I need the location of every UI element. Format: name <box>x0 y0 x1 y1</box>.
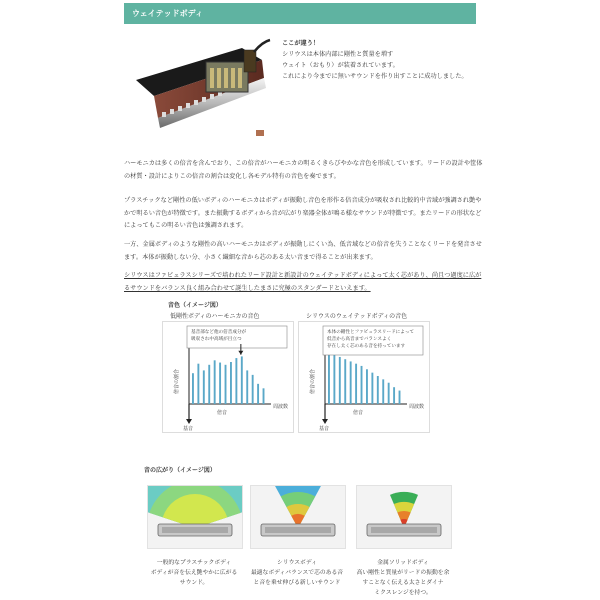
chart-title-right: シリウスのウェイテッドボディの音色 <box>306 313 408 320</box>
x-axis-label: 周波数 <box>409 404 425 410</box>
spread-image-metal <box>356 485 452 549</box>
note-line: これにより今までに無いサウンドを作り出すことに成功しました。 <box>282 73 468 80</box>
chart-title-left: 低剛性ボディのハーモニカの音色 <box>170 313 260 320</box>
bar <box>355 364 357 404</box>
spread-image-plastic <box>147 485 243 549</box>
bar <box>214 360 216 404</box>
body-paragraph-emphasis: シリウスはファビュラスシリーズで培われたリード設計と新設計のウェイテッドボディによって太く芯があり、尚且つ過度に広がるサウンドをバランス良く組み合わせて誕生したまさに究極のスタンダードといえます。 <box>124 272 482 292</box>
bar <box>350 361 352 404</box>
caption-line: ボディが音を伝え艶やかに広がる <box>150 570 238 576</box>
harmonica-comb <box>265 527 331 533</box>
spread-caption-metal <box>343 558 463 598</box>
overtone-label: 倍音 <box>217 410 228 416</box>
figure-label-spread: 音の広がり（イメージ図） <box>144 467 216 474</box>
note-title: ここが違う！ <box>282 40 320 47</box>
annotation-text: 基音部など他の倍音成分が <box>191 330 247 335</box>
caption-line: ミクスレンジを持つ。 <box>374 590 432 596</box>
harmonica-cutaway-image <box>124 30 274 140</box>
fundamental-label: 基音 <box>183 426 194 432</box>
bar <box>377 376 379 404</box>
spread-caption-sirius <box>237 558 357 588</box>
caption-line: サウンド。 <box>179 580 209 586</box>
fundamental-arrow-head <box>186 419 192 424</box>
bar <box>252 375 254 404</box>
bar <box>344 359 346 404</box>
body-paragraph: 一方、金属ボディのような剛性の高いハーモニカはボディが振動しにくい為、低音域などの倍音を失うことなくリードを発音させます。本体が振動しない分、小さく繊細な音から芯のある太い音まで得ることが出来ます。 <box>124 241 482 261</box>
bar <box>339 357 341 404</box>
fundamental-arrow-head <box>322 419 328 424</box>
annotation-text: 存在し太く芯のある音を持っています <box>327 344 406 349</box>
fundamental-label: 基音 <box>319 426 330 432</box>
bar <box>366 369 368 404</box>
bar <box>235 358 237 404</box>
y-axis-label: 倍音の割合 <box>310 368 316 394</box>
spread-caption-plastic <box>134 558 254 588</box>
caption-line: と音を乗せ伸びる新しいサウンド <box>253 580 341 586</box>
caption-line: 高い剛性と質量がリードの振動を余 <box>356 570 450 576</box>
bar <box>246 370 248 404</box>
body-paragraph: ハーモニカは多くの倍音を含んでおり、この倍音がハーモニカの明るくきらびやかな音色を形成しています。リードの設計や筐体の材質・設計によりこの倍音の割合は変化し各モデル特有の音色を奏でます。 <box>124 160 483 180</box>
bar <box>333 355 335 404</box>
bar <box>219 363 221 404</box>
note-line: ウェイト（おもり）が装着されています。 <box>282 62 399 69</box>
caption-title: 金属ソリッドボディ <box>377 560 429 566</box>
bar <box>241 356 243 404</box>
bar <box>203 370 205 404</box>
harmonica-comb <box>371 527 437 533</box>
harmonica-comb <box>162 527 228 533</box>
bar <box>393 387 395 404</box>
annotation-text: 吸収され中高域が目立つ <box>191 337 242 342</box>
spread-image-sirius <box>250 485 346 549</box>
bar <box>263 388 265 404</box>
bar <box>388 383 390 404</box>
body-paragraph: プラスチックなど剛性の低いボディのハーモニカはボディが振動し音色を形作る倍音成分が吸収され比較的中音域が強調され艶やかで明るい音色が特徴です。また振動するボディから音が広がり楽器全体が鳴る様なサウンドが特徴です。またリードの形状などによってもこの明るい音色は強調されます。 <box>124 197 482 229</box>
timbre-chart-right <box>298 321 430 433</box>
bar <box>361 366 363 404</box>
bar <box>257 384 259 404</box>
figure-label-timbre: 音色（イメージ図） <box>168 302 222 309</box>
bar <box>328 352 330 404</box>
y-axis-label: 倍音の割合 <box>174 368 180 394</box>
x-axis-label: 周波数 <box>273 404 289 410</box>
overtone-label: 倍音 <box>353 410 364 416</box>
bar <box>399 391 401 404</box>
bar <box>192 373 194 404</box>
bar <box>230 362 232 404</box>
feature-note <box>282 38 482 82</box>
caption-title: シリウスボディ <box>277 560 317 566</box>
caption-line: 最適なボディバランスで芯のある音 <box>250 570 344 576</box>
caption-title: 一般的なプラスチックボディ <box>156 560 232 566</box>
caption-line: すことなく伝える太さとダイナ <box>362 580 444 586</box>
bar <box>225 365 227 404</box>
bar <box>382 379 384 404</box>
section-header: ウェイテッドボディ <box>124 3 476 24</box>
annotation-arrow-head <box>238 351 243 355</box>
bar <box>208 365 210 404</box>
timbre-chart-left <box>162 321 294 433</box>
annotation-text: 低音から高音までバランスよく <box>327 337 392 342</box>
bar <box>197 364 199 404</box>
bar <box>371 373 373 404</box>
annotation-text: 本体の剛性とファビュラスリードによって <box>327 330 415 335</box>
note-line: シリウスは本体内部に剛性と質量を増す <box>282 51 394 58</box>
